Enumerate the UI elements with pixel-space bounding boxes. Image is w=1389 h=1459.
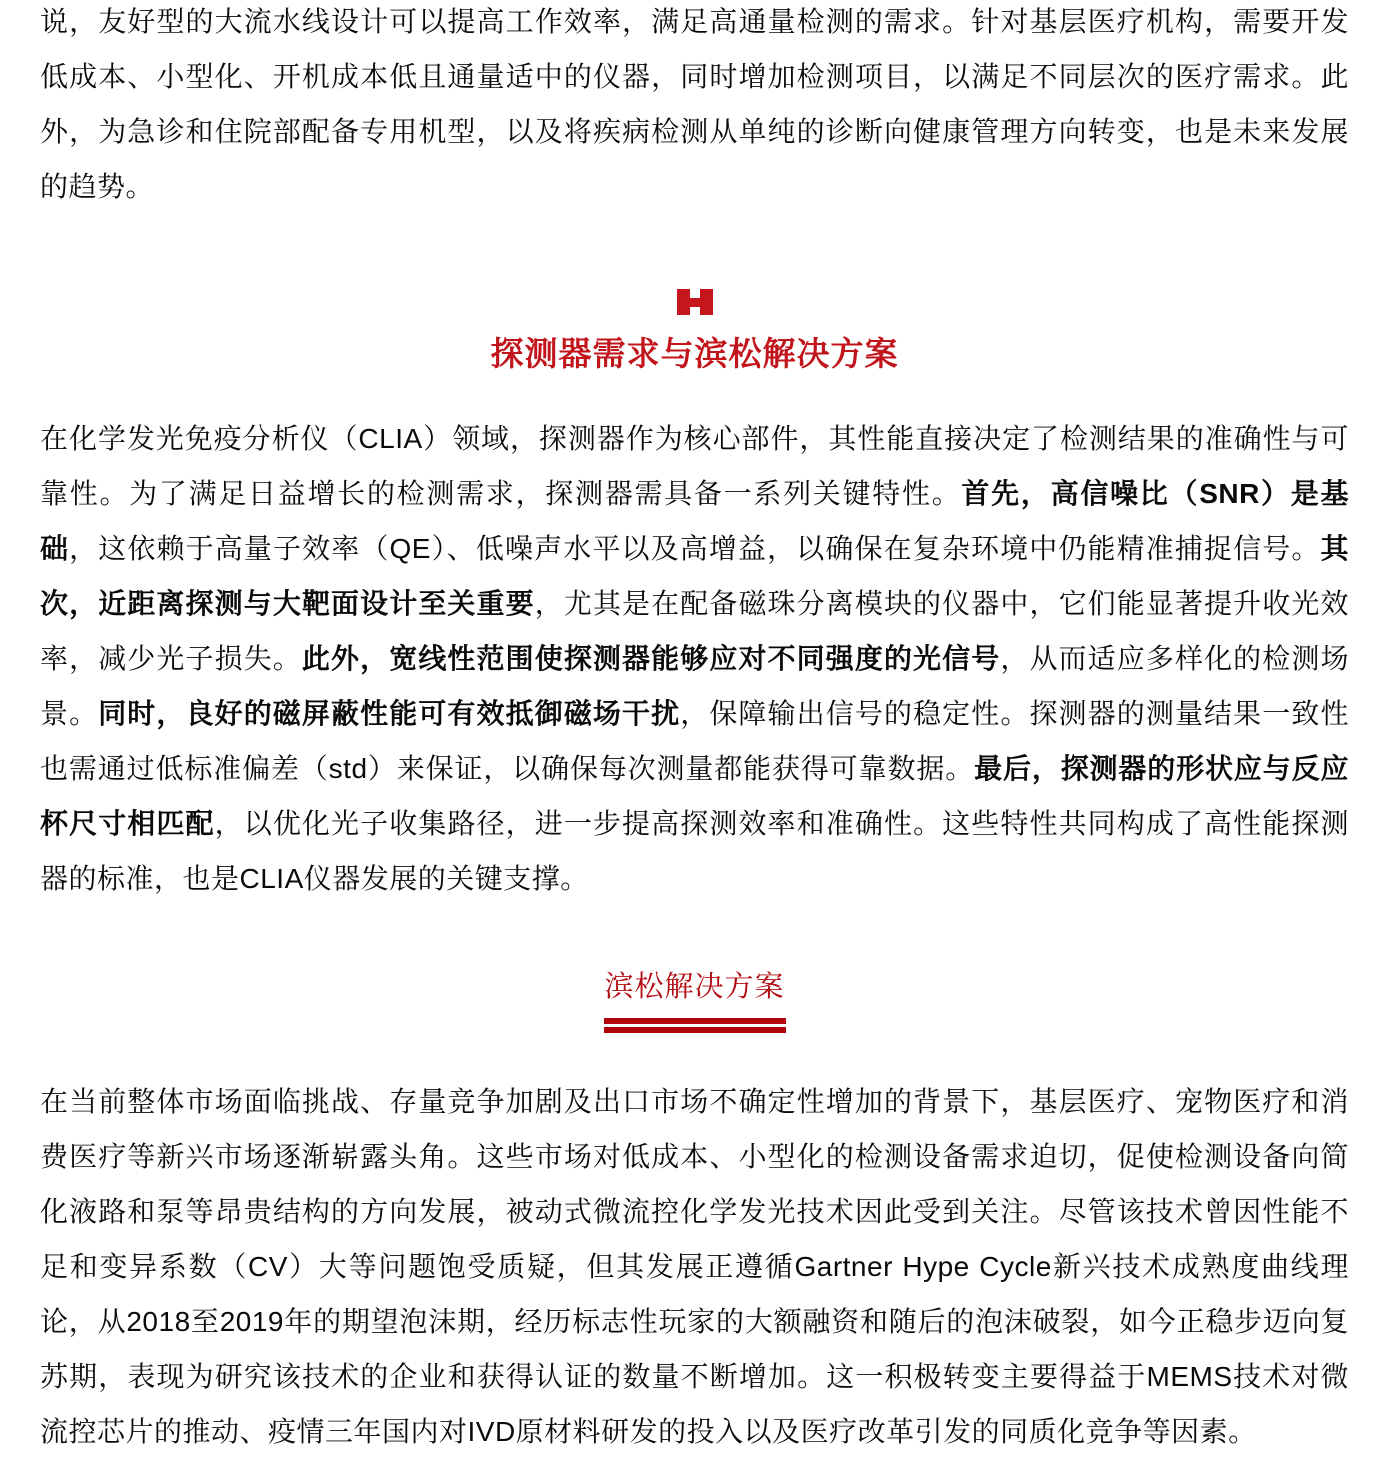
text-run: ，保障输出信号的稳定性。探测器的测量结果一致性也需通过低标准偏差（std）来保证，以确保每次测量都能获得可靠数据。: [40, 698, 1349, 784]
market-paragraph: 在当前整体市场面临挑战、存量竞争加剧及出口市场不确定性增加的背景下，基层医疗、宠物医疗和消费医疗等新兴市场逐渐崭露头角。这些市场对低成本、小型化的检测设备需求迫切，促使检测设备向简化液路和泵等昂贵结构的方向发展，被动式微流控化学发光技术因此受到关注。尽管该技术曾因性能不足和变异系数（CV）大等问题饱受质疑，但其发展正遵循Gartner Hype Cycle新兴技术成熟度曲线理论，从2018至2019年的期望泡沫期，经历标志性玩家的大额融资和随后的泡沫破裂，如今正稳步迈向复苏期，表现为研究该技术的企业和获得认证的数量不断增加。这一积极转变主要得益于MEMS技术对微流控芯片的推动、疫情三年国内对IVD原材料研发的投入以及医疗改革引发的同质化竞争等因素。: [40, 1086, 1349, 1447]
underline-top: [604, 1018, 786, 1024]
text-run: ，这依赖于高量子效率（QE）、低噪声水平以及高增益，以确保在复杂环境中仍能精准捕捉信号。: [69, 533, 1321, 564]
subsection-header: [40, 967, 1349, 1033]
h-logo-left-bar: [677, 289, 690, 315]
text-run: ，以优化光子收集路径，进一步提高探测效率和准确性。这些特性共同构成了高性能探测器的标准，也是CLIA仪器发展的关键支撑。: [40, 808, 1349, 894]
text-run-bold: 首先，高信噪比（SNR）是基础: [40, 478, 1349, 564]
subsection-title: 滨松解决方案: [604, 971, 785, 1003]
text-run-bold: 最后，探测器的形状应与反应杯尺寸相匹配: [40, 753, 1349, 839]
detector-paragraph: [40, 411, 1349, 906]
h-logo-right-bar: [700, 289, 713, 315]
section-header: [40, 289, 1349, 376]
text-run: ，尤其是在配备磁珠分离模块的仪器中，它们能显著提升收光效率，减少光子损失。: [40, 588, 1349, 674]
intro-paragraph: 说，友好型的大流水线设计可以提高工作效率，满足高通量检测的需求。针对基层医疗机构，需要开发低成本、小型化、开机成本低且通量适中的仪器，同时增加检测项目，以满足不同层次的医疗需求。此外，为急诊和住院部配备专用机型，以及将疾病检测从单纯的诊断向健康管理方向转变，也是未来发展的趋势。: [40, 6, 1349, 202]
hamamatsu-h-logo: [677, 289, 713, 315]
underline-bottom: [604, 1027, 786, 1033]
text-run: ，从而适应多样化的检测场景。: [40, 643, 1349, 729]
h-logo-crossbar: [690, 298, 700, 307]
text-run-bold: 同时，良好的磁屏蔽性能可有效抵御磁场干扰: [98, 698, 681, 729]
text-run-bold: 此外，宽线性范围使探测器能够应对不同强度的光信号: [301, 643, 1001, 674]
double-underline: [604, 1018, 786, 1033]
text-run-bold: 其次，近距离探测与大靶面设计至关重要: [40, 533, 1349, 619]
section-title: 探测器需求与滨松解决方案: [490, 335, 899, 372]
text-run: 在化学发光免疫分析仪（CLIA）领域，探测器作为核心部件，其性能直接决定了检测结果的准确性与可靠性。为了满足日益增长的检测需求，探测器需具备一系列关键特性。: [40, 423, 1349, 509]
